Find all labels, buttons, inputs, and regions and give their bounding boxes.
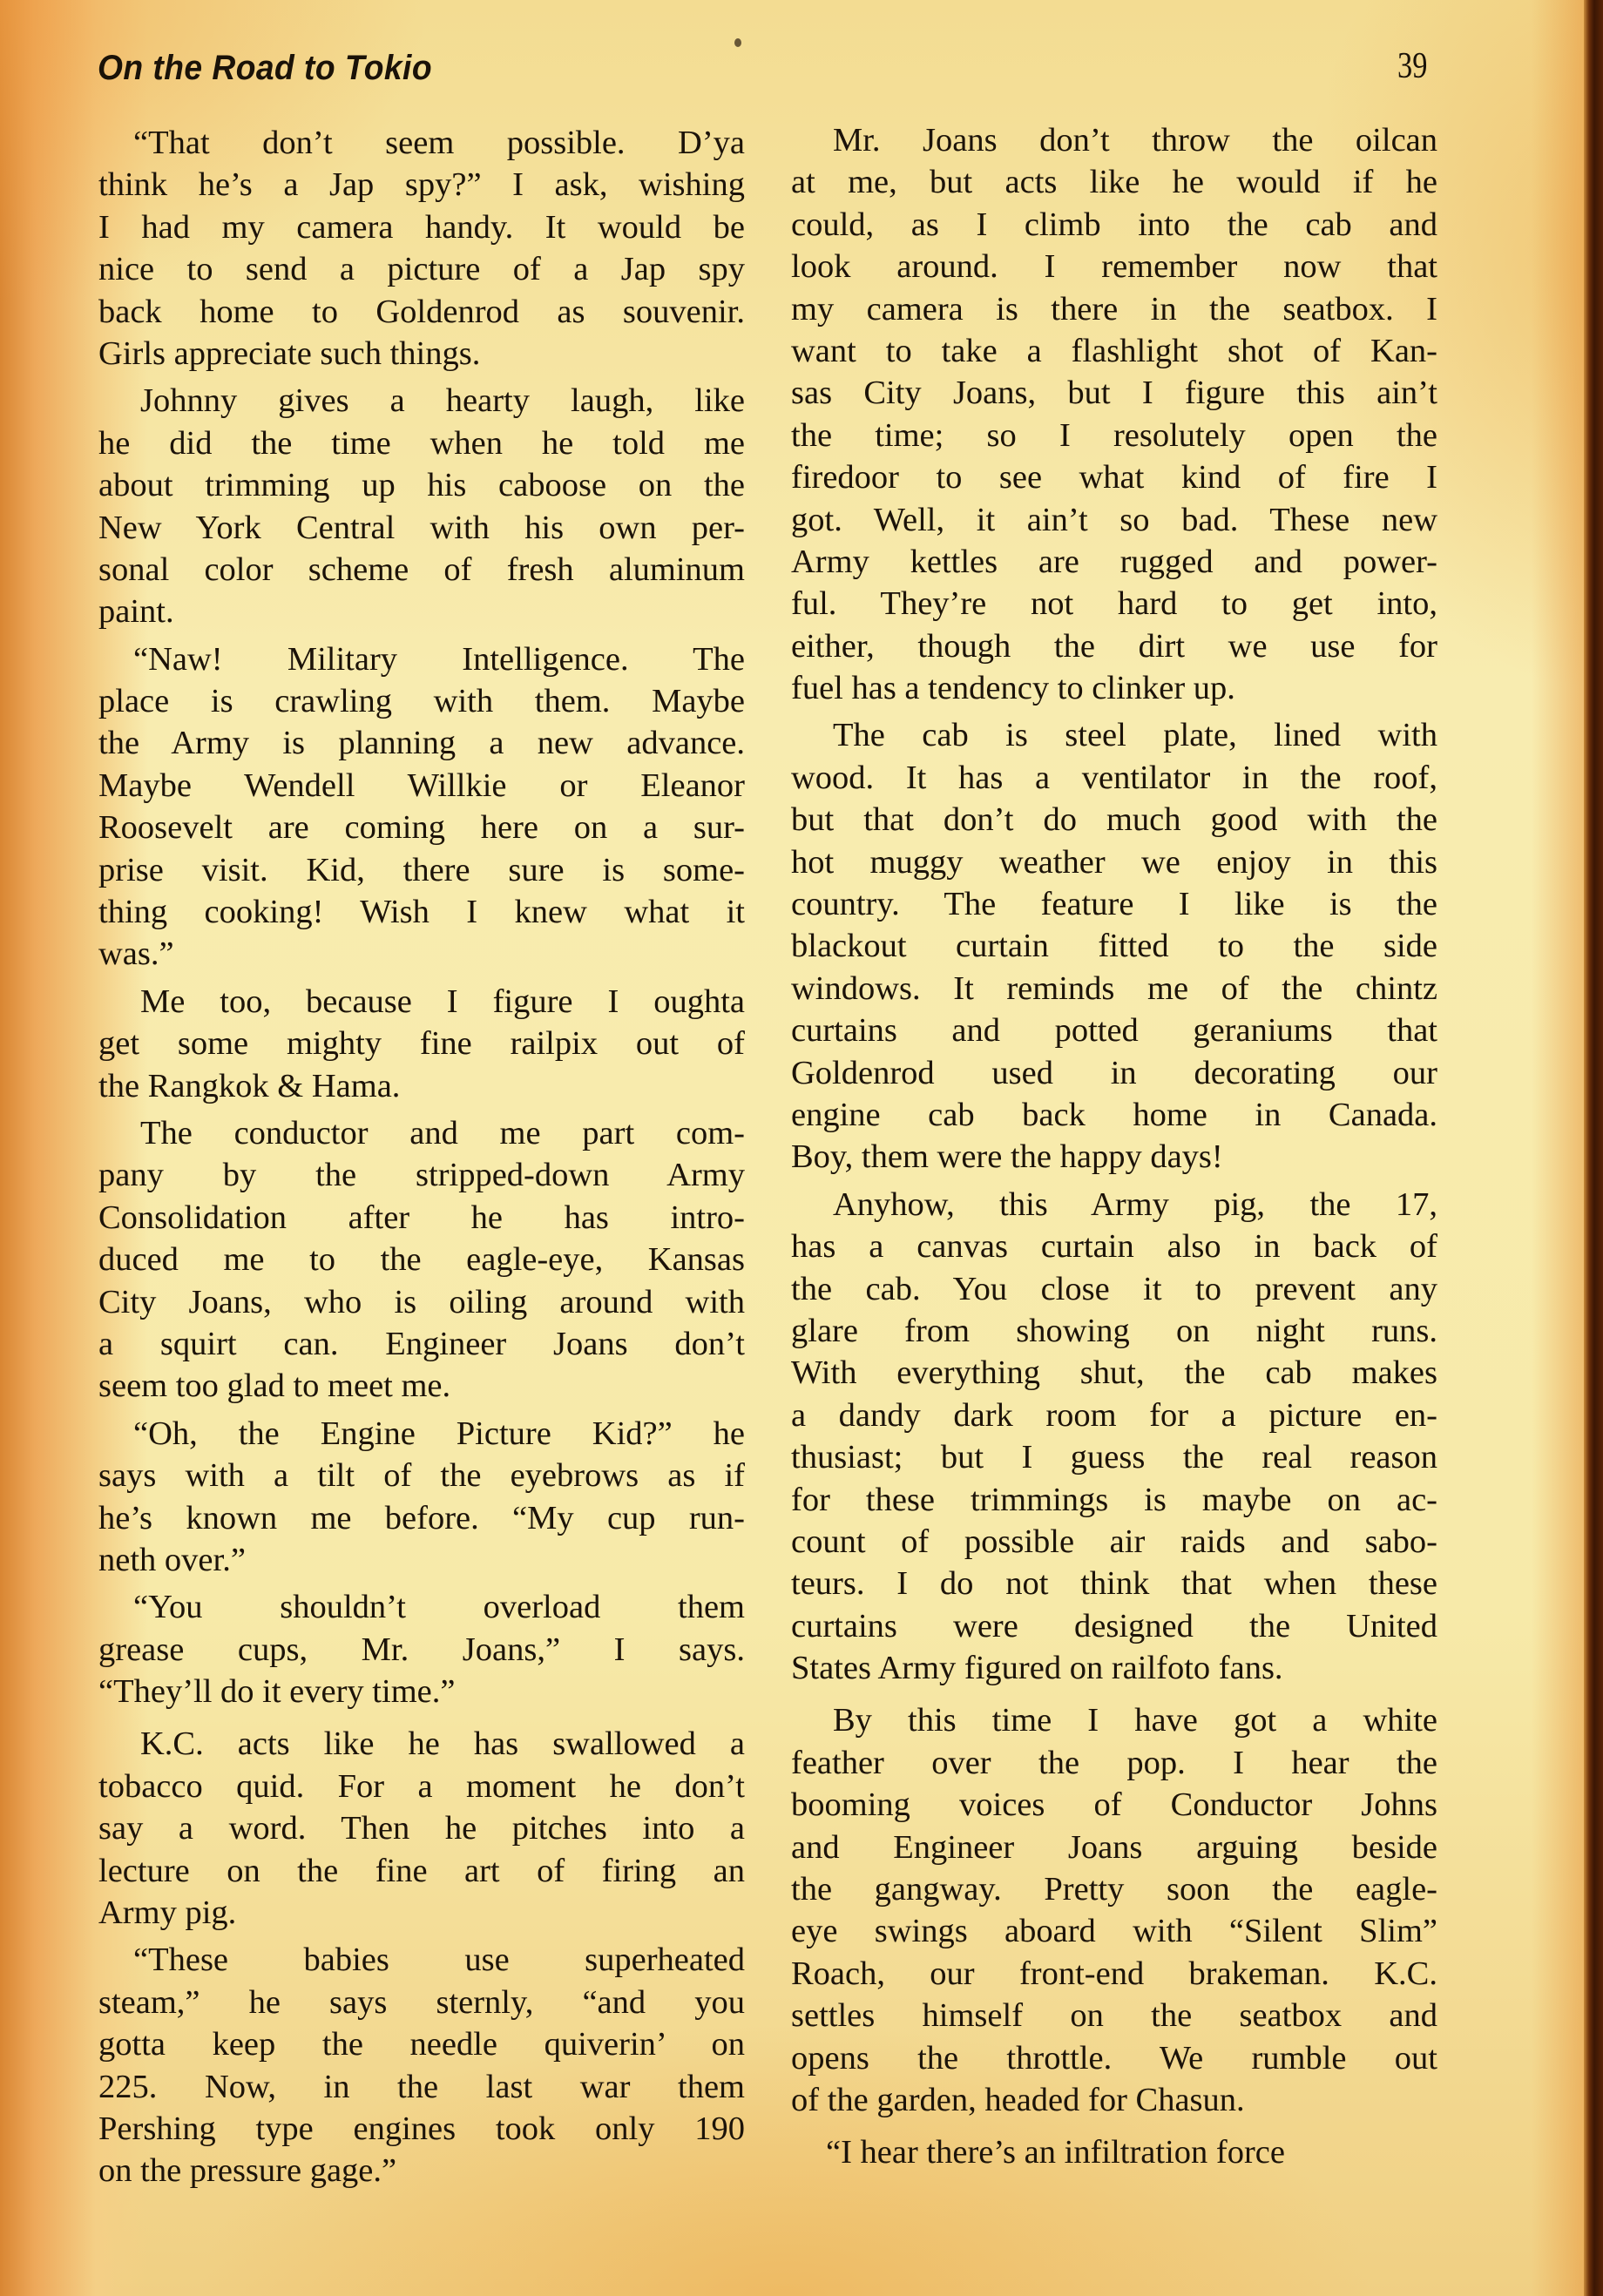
text-line: country. The feature I like is the	[791, 886, 1437, 923]
text-line: duced me to the eagle-eye, Kansas	[98, 1241, 745, 1279]
text-line: By this time I have got a white	[833, 1702, 1437, 1739]
text-line: got. Well, it ain’t so bad. These new	[791, 501, 1437, 538]
text-line: he’s known me before. “My cup run-	[98, 1499, 745, 1536]
text-line: curtains and potted geraniums that	[791, 1012, 1437, 1050]
paragraph	[98, 638, 745, 976]
text-line: Army pig.	[98, 1894, 237, 1932]
text-line: windows. It reminds me of the chintz	[791, 969, 1437, 1007]
paragraph	[791, 2131, 1437, 2173]
text-line: wood. It has a ventilator in the roof,	[791, 759, 1437, 796]
text-line: a dandy dark room for a picture en-	[791, 1396, 1437, 1434]
paragraph	[98, 1413, 745, 1582]
text-line: for these trimmings is maybe on ac-	[791, 1481, 1437, 1518]
text-line: the gangway. Pretty soon the eagle-	[791, 1871, 1437, 1908]
paragraph-spacer	[791, 1689, 1437, 1699]
text-line: fuel has a tendency to clinker up.	[791, 670, 1235, 707]
paragraph-spacer	[791, 2121, 1437, 2131]
text-line: was.”	[98, 935, 174, 973]
text-line: a squirt can. Engineer Joans don’t	[98, 1325, 745, 1362]
text-line: lecture on the fine art of firing an	[98, 1852, 745, 1889]
text-line: think he’s a Jap spy?” I ask, wishing	[98, 166, 745, 204]
paragraph	[791, 119, 1437, 709]
running-title: On the Road to Tokio	[98, 49, 433, 87]
paragraph	[791, 1184, 1437, 1690]
paragraph	[98, 380, 745, 632]
text-line: at me, but acts like he would if he	[791, 164, 1437, 201]
text-line: “I hear there’s an infiltration force	[826, 2134, 1285, 2171]
text-line: Boy, them were the happy days!	[791, 1138, 1223, 1176]
text-line: Maybe Wendell Willkie or Eleanor	[98, 766, 745, 804]
text-line: blackout curtain fitted to the side	[791, 928, 1437, 965]
text-line: neth over.”	[98, 1541, 246, 1578]
text-line: could, as I climb into the cab and	[791, 206, 1437, 243]
paragraph	[791, 714, 1437, 1178]
text-line: hot muggy weather we enjoy in this	[791, 843, 1437, 881]
text-line: K.C. acts like he has swallowed a	[140, 1725, 745, 1763]
text-line: either, though the dirt we use for	[791, 627, 1437, 665]
text-line: Pershing type engines took only 190	[98, 2110, 745, 2147]
text-line: back home to Goldenrod as souvenir.	[98, 293, 745, 330]
text-line: steam,” he says sternly, “and you	[98, 1983, 745, 2021]
text-line: “Oh, the Engine Picture Kid?” he	[133, 1415, 745, 1452]
text-line: Me too, because I figure I oughta	[140, 983, 745, 1020]
text-line: grease cups, Mr. Joans,” I says.	[98, 1631, 745, 1668]
text-line: thusiast; but I guess the real reason	[791, 1439, 1437, 1476]
text-line: Johnny gives a hearty laugh, like	[140, 382, 745, 420]
text-line: I had my camera handy. It would be	[98, 208, 745, 246]
text-line: engine cab back home in Canada.	[791, 1096, 1437, 1133]
text-line: Anyhow, this Army pig, the 17,	[833, 1185, 1437, 1223]
text-line: paint.	[98, 593, 174, 631]
left-text-column	[98, 122, 745, 2192]
text-line: says with a tilt of the eyebrows as if	[98, 1457, 745, 1495]
text-line: get some mighty fine railpix out of	[98, 1025, 745, 1063]
text-line: settles himself on the seatbox and	[791, 1997, 1437, 2035]
paragraph	[98, 122, 745, 375]
paragraph	[98, 1586, 745, 1712]
paragraph	[791, 1699, 1437, 2121]
paragraph	[98, 1723, 745, 1934]
paragraph	[98, 981, 745, 1107]
text-line: “Naw! Military Intelligence. The	[133, 640, 745, 678]
page-edge-shading	[1532, 0, 1584, 2296]
text-line: The conductor and me part com-	[140, 1114, 745, 1151]
paragraph-spacer	[98, 1712, 745, 1723]
text-line: City Joans, who is oiling around with	[98, 1283, 745, 1320]
text-line: of the garden, headed for Chasun.	[791, 2081, 1245, 2118]
text-line: Goldenrod used in decorating our	[791, 1054, 1437, 1091]
text-line: the Army is planning a new advance.	[98, 725, 745, 762]
text-line: “That don’t seem possible. D’ya	[133, 125, 745, 161]
text-line: “They’ll do it every time.”	[98, 1673, 456, 1711]
page-number: 39	[1397, 46, 1428, 86]
text-line: eye swings aboard with “Silent Slim”	[791, 1913, 1437, 1950]
text-line: feather over the pop. I hear the	[791, 1744, 1437, 1781]
text-line: on the pressure gage.”	[98, 2152, 397, 2190]
paragraph	[98, 1112, 745, 1408]
text-line: place is crawling with them. Maybe	[98, 683, 745, 720]
text-line: glare from showing on night runs.	[791, 1312, 1437, 1349]
text-line: opens the throttle. We rumble out	[791, 2039, 1437, 2077]
text-line: want to take a flashlight shot of Kan-	[791, 332, 1437, 369]
text-line: the cab. You close it to prevent any	[791, 1270, 1437, 1307]
text-line: count of possible air raids and sabo-	[791, 1523, 1437, 1560]
text-line: my camera is there in the seatbox. I	[791, 290, 1437, 328]
text-line: Girls appreciate such things.	[98, 334, 481, 372]
ink-speck	[734, 38, 741, 47]
text-line: firedoor to see what kind of fire I	[791, 459, 1437, 496]
text-line: and Engineer Joans arguing beside	[791, 1828, 1437, 1866]
text-line: say a word. Then he pitches into a	[98, 1810, 745, 1847]
text-line: the Rangkok & Hama.	[98, 1067, 401, 1104]
text-line: seem too glad to meet me.	[98, 1367, 451, 1405]
text-line: pany by the stripped-down Army	[98, 1157, 745, 1194]
text-line: he did the time when he told me	[98, 424, 745, 462]
right-text-column	[791, 119, 1437, 2174]
text-line: 225. Now, in the last war them	[98, 2068, 745, 2105]
text-line: about trimming up his caboose on the	[98, 467, 745, 504]
text-line: Consolidation after he has intro-	[98, 1199, 745, 1236]
text-line: curtains were designed the United	[791, 1607, 1437, 1644]
text-line: look around. I remember now that	[791, 248, 1437, 286]
text-line: tobacco quid. For a moment he don’t	[98, 1767, 745, 1805]
text-line: thing cooking! Wish I knew what it	[98, 894, 745, 931]
text-line: ful. They’re not hard to get into,	[791, 585, 1437, 623]
text-line: teurs. I do not think that when these	[791, 1565, 1437, 1603]
text-line: The cab is steel plate, lined with	[833, 717, 1437, 754]
text-line: has a canvas curtain also in back of	[791, 1228, 1437, 1266]
text-line: nice to send a picture of a Jap spy	[98, 251, 745, 288]
text-line: States Army figured on railfoto fans.	[791, 1650, 1283, 1687]
text-line: sonal color scheme of fresh aluminum	[98, 550, 745, 588]
text-line: booming voices of Conductor Johns	[791, 1786, 1437, 1824]
text-line: sas City Joans, but I figure this ain’t	[791, 375, 1437, 412]
text-line: gotta keep the needle quiverin’ on	[98, 2026, 745, 2063]
text-line: “You shouldn’t overload them	[133, 1589, 745, 1626]
text-line: “These babies use superheated	[133, 1941, 745, 1979]
text-line: but that don’t do much good with the	[791, 801, 1437, 839]
text-line: Mr. Joans don’t throw the oilcan	[833, 122, 1437, 159]
paragraph	[98, 1939, 745, 2191]
text-line: the time; so I resolutely open the	[791, 416, 1437, 454]
text-line: prise visit. Kid, there sure is some-	[98, 851, 745, 888]
text-line: Army kettles are rugged and power-	[791, 543, 1437, 580]
page-spine-edge	[1584, 0, 1603, 2296]
text-line: Roach, our front-end brakeman. K.C.	[791, 1955, 1437, 1992]
text-line: New York Central with his own per-	[98, 509, 745, 546]
text-line: Roosevelt are coming here on a sur-	[98, 809, 745, 847]
text-line: With everything shut, the cab makes	[791, 1354, 1437, 1392]
